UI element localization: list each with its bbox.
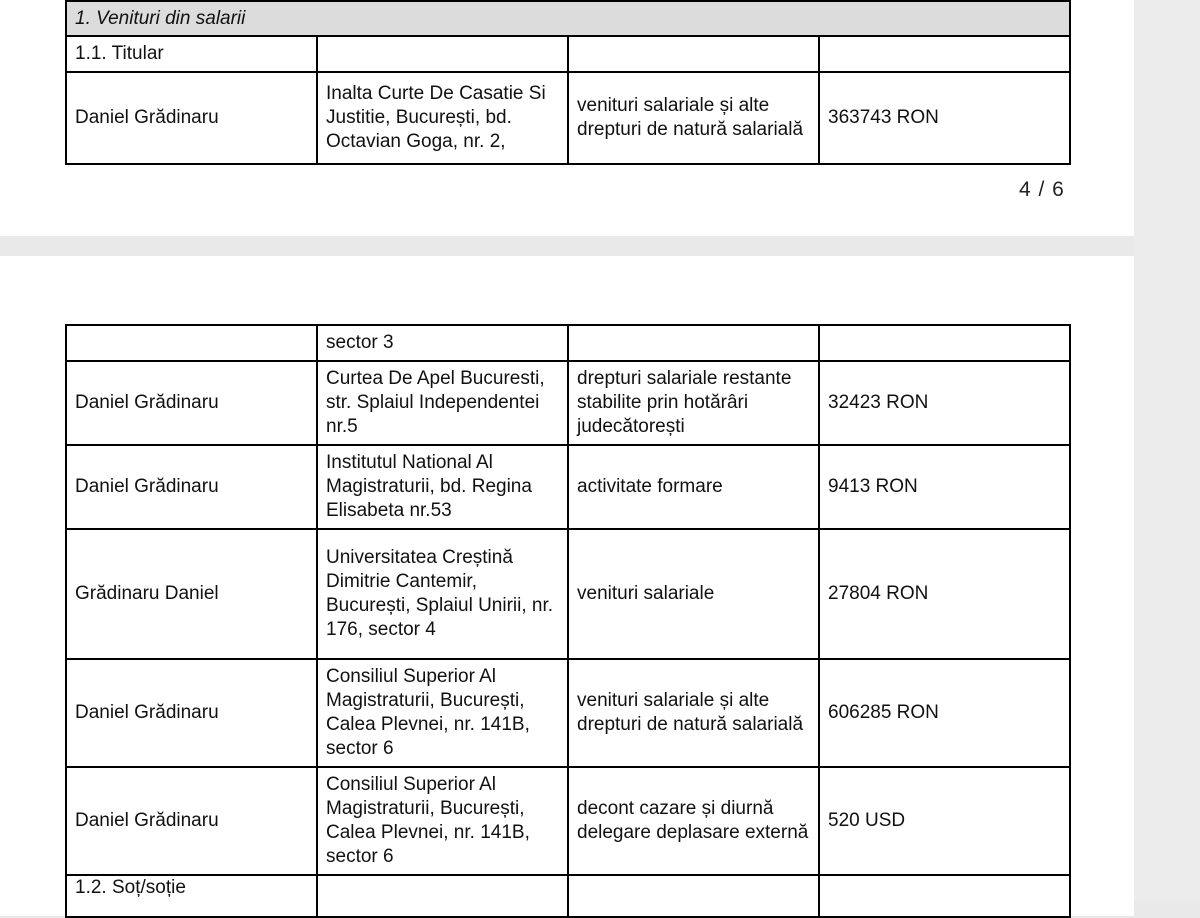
subsection-titular-label: 1.1. Titular bbox=[66, 36, 317, 72]
amount-cell: 9413 RON bbox=[819, 445, 1070, 529]
amount-cell: 606285 RON bbox=[819, 659, 1070, 767]
table-row bbox=[66, 767, 1070, 875]
salary-income-table-continued bbox=[65, 324, 1071, 918]
section-title: 1. Venituri din salarii bbox=[66, 1, 1070, 36]
empty-cell bbox=[317, 875, 568, 917]
empty-cell bbox=[568, 875, 819, 917]
service-cell: activitate formare bbox=[568, 445, 819, 529]
service-cell: venituri salariale și alte drepturi de natură salarială bbox=[568, 659, 819, 767]
amount-cell: 363743 RON bbox=[819, 72, 1070, 164]
table-row bbox=[66, 361, 1070, 445]
subsection-row bbox=[66, 36, 1070, 72]
service-cell: venituri salariale și alte drepturi de natură salarială bbox=[568, 72, 819, 164]
source-cell: Consiliul Superior Al Magistraturii, București, Calea Plevnei, nr. 141B, sector 6 bbox=[317, 767, 568, 875]
service-cell: drepturi salariale restante stabilite prin hotărâri judecătorești bbox=[568, 361, 819, 445]
service-cell: venituri salariale bbox=[568, 529, 819, 659]
salary-income-table bbox=[65, 0, 1071, 165]
beneficiary-cell: Grădinaru Daniel bbox=[66, 529, 317, 659]
subsection-spouse-label: 1.2. Soț/soție bbox=[66, 875, 317, 917]
empty-cell bbox=[819, 875, 1070, 917]
empty-cell bbox=[66, 325, 317, 361]
empty-cell bbox=[317, 36, 568, 72]
subsection-row bbox=[66, 875, 1070, 917]
beneficiary-cell: Daniel Grădinaru bbox=[66, 445, 317, 529]
document-page-4 bbox=[0, 0, 1134, 236]
source-cell: Curtea De Apel Bucuresti, str. Splaiul Independentei nr.5 bbox=[317, 361, 568, 445]
beneficiary-cell: Daniel Grădinaru bbox=[66, 659, 317, 767]
service-cell: decont cazare și diurnă delegare deplasare externă bbox=[568, 767, 819, 875]
viewer-background bbox=[1134, 0, 1200, 900]
table-row bbox=[66, 529, 1070, 659]
empty-cell bbox=[568, 36, 819, 72]
page-number: 4 / 6 bbox=[1019, 178, 1065, 201]
source-cell: Institutul National Al Magistraturii, bd. Regina Elisabeta nr.53 bbox=[317, 445, 568, 529]
amount-cell: 27804 RON bbox=[819, 529, 1070, 659]
table-row bbox=[66, 445, 1070, 529]
empty-cell bbox=[819, 325, 1070, 361]
table-row bbox=[66, 72, 1070, 164]
source-cell: Consiliul Superior Al Magistraturii, București, Calea Plevnei, nr. 141B, sector 6 bbox=[317, 659, 568, 767]
page-separator bbox=[0, 236, 1134, 256]
empty-cell bbox=[568, 325, 819, 361]
source-cell: Inalta Curte De Casatie Si Justitie, București, bd. Octavian Goga, nr. 2, bbox=[317, 72, 568, 164]
beneficiary-cell: Daniel Grădinaru bbox=[66, 767, 317, 875]
amount-cell: 32423 RON bbox=[819, 361, 1070, 445]
section-header-row bbox=[66, 1, 1070, 36]
table-row bbox=[66, 325, 1070, 361]
empty-cell bbox=[819, 36, 1070, 72]
amount-cell: 520 USD bbox=[819, 767, 1070, 875]
beneficiary-cell: Daniel Grădinaru bbox=[66, 72, 317, 164]
beneficiary-cell: Daniel Grădinaru bbox=[66, 361, 317, 445]
table-row bbox=[66, 659, 1070, 767]
source-continuation-cell: sector 3 bbox=[317, 325, 568, 361]
source-cell: Universitatea Creștină Dimitrie Cantemir, București, Splaiul Unirii, nr. 176, sector 4 bbox=[317, 529, 568, 659]
